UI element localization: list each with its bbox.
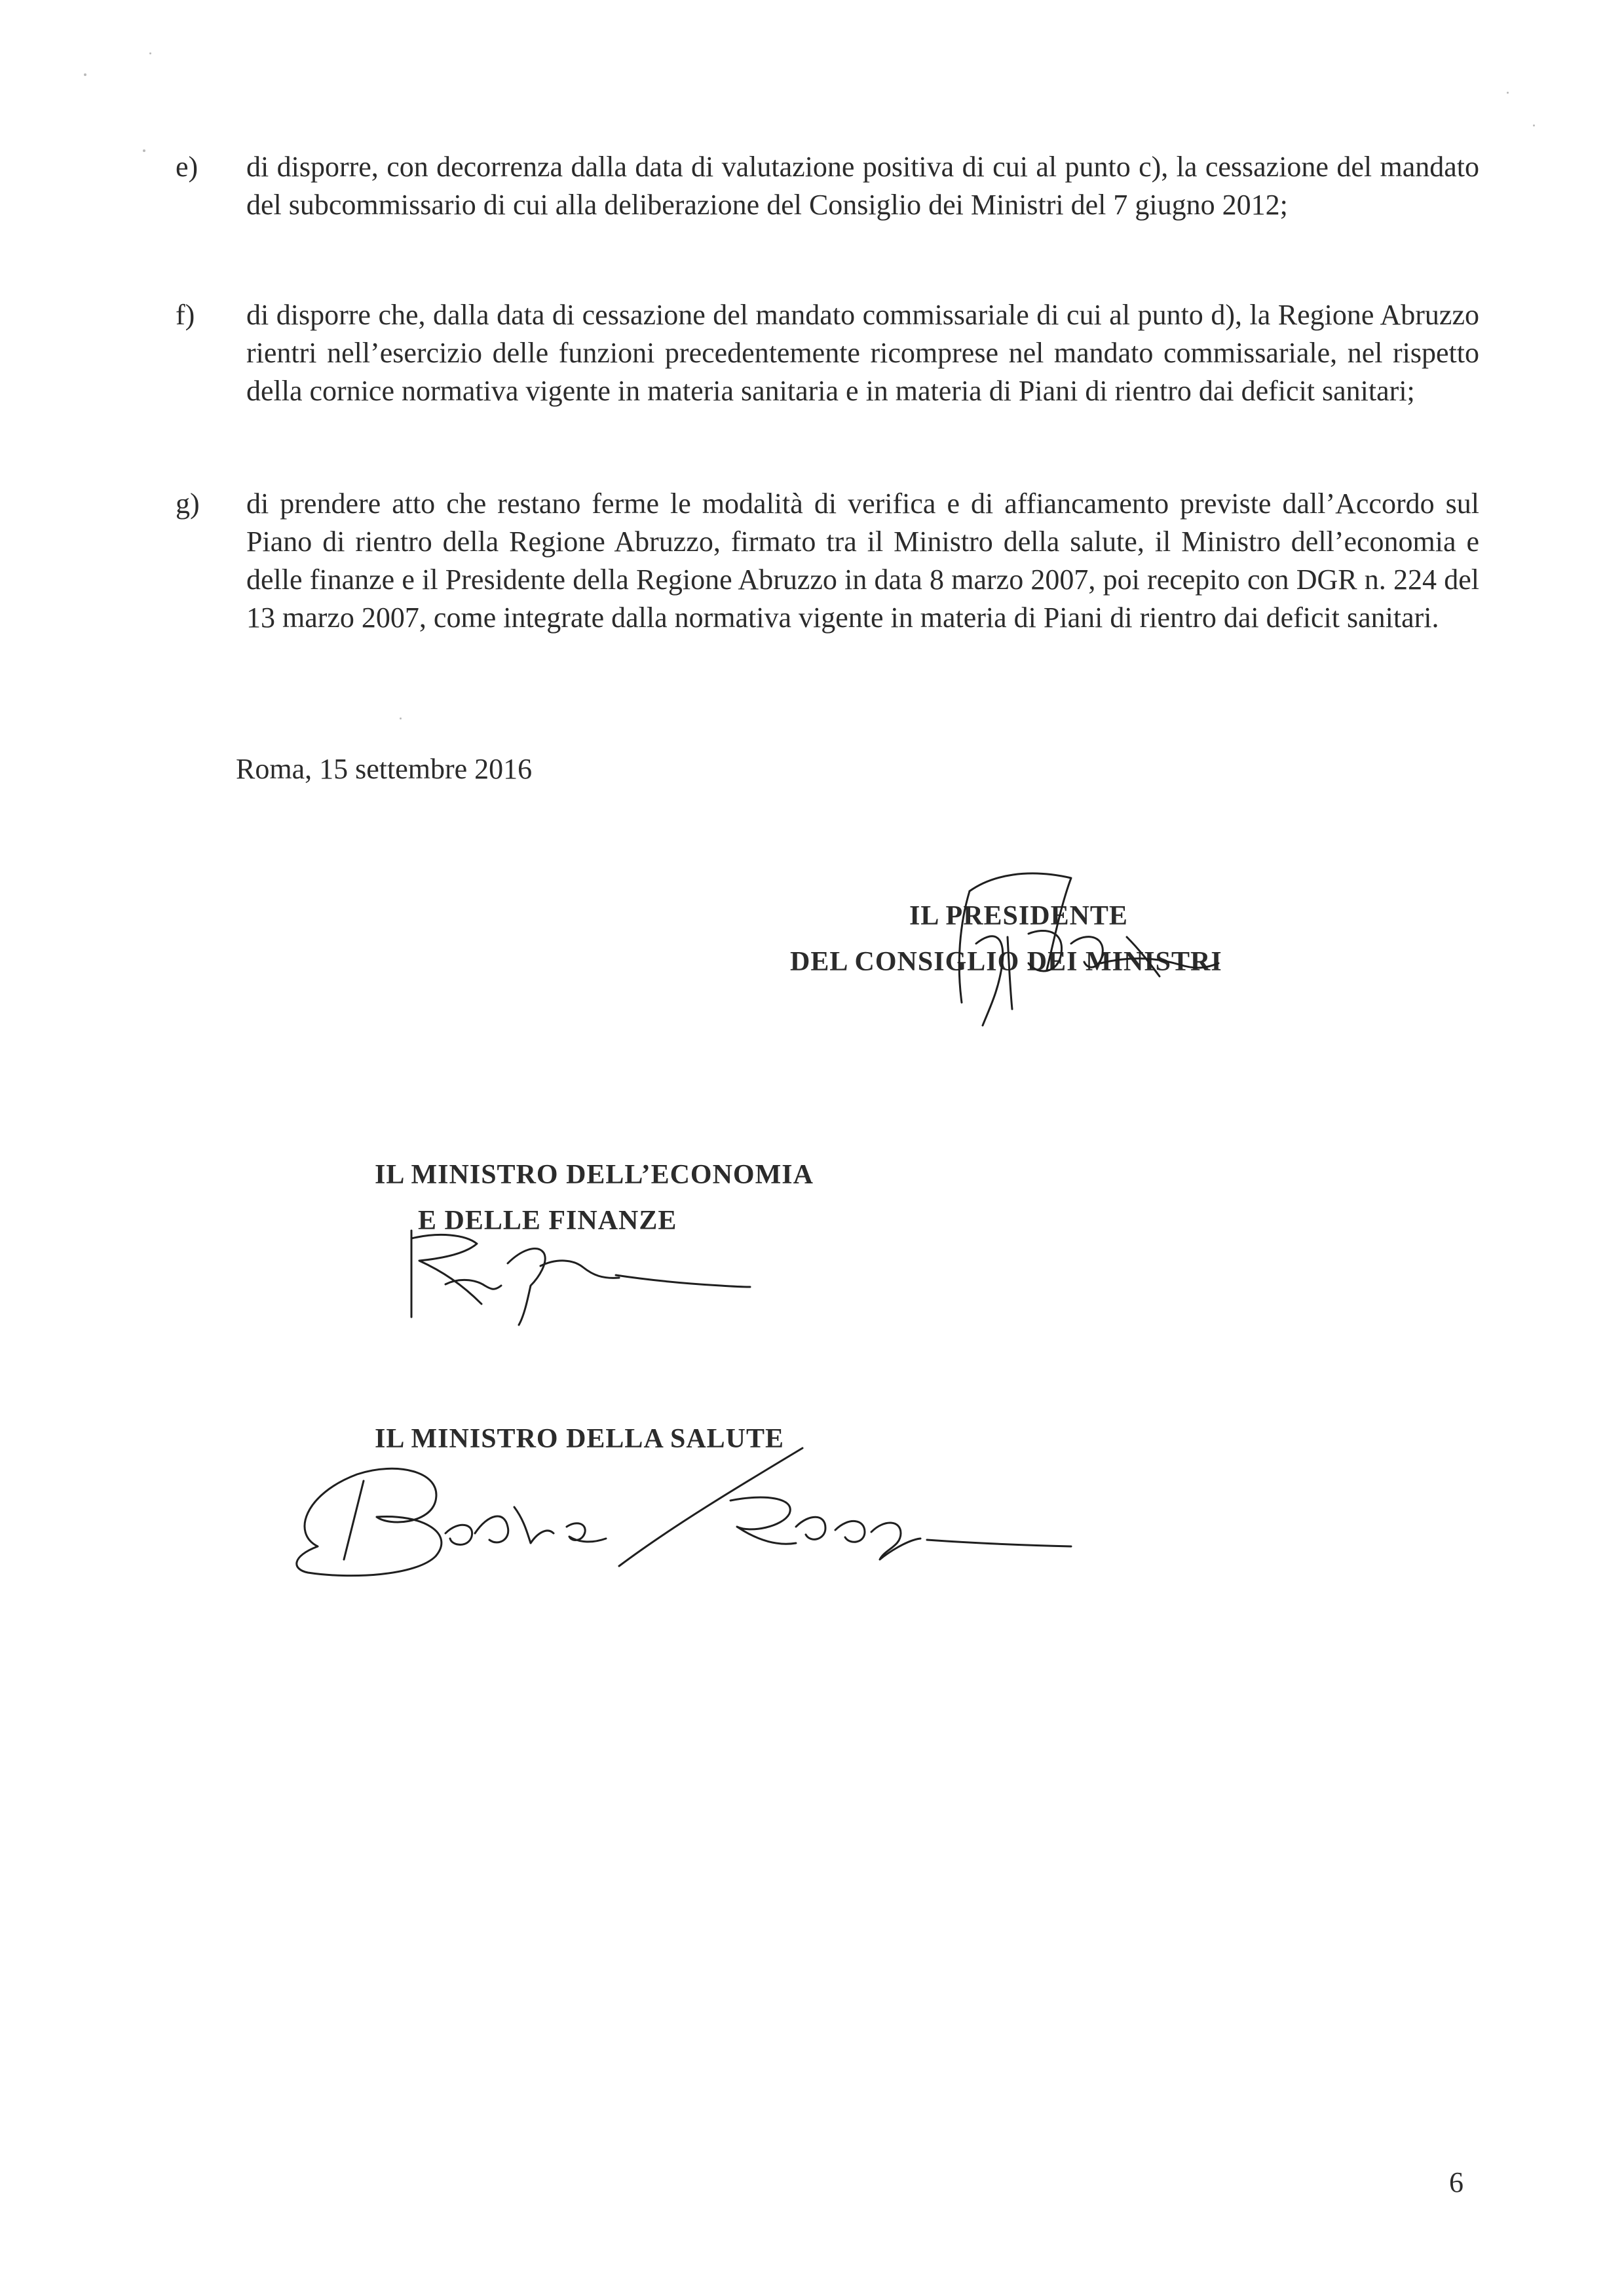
list-item-text: di prendere atto che restano ferme le modalità di verifica e di affiancamento previste dall’Accordo sul Piano di rientro della Regione Abruzzo, firmato tra il Ministro della salute, il Ministro dell’economia e delle finanze e il Presidente della Regione Abruzzo in data 8 marzo 2007, poi recepito con DGR n. 224 del 13 marzo 2007, come integrate dalla normativa vigente in materia di Piani di rientro dai deficit sanitari. [246, 488, 1479, 634]
scan-speck [84, 73, 86, 76]
president-signature [930, 865, 1245, 1035]
scan-speck [400, 718, 402, 719]
list-item-text: di disporre, con decorrenza dalla data di valutazione positiva di cui al punto c), la cessazione del mandato del subcommissario di cui alla deliberazione del Consiglio dei Ministri del 7 giugno 2012; [246, 151, 1479, 221]
president-title-line1: IL PRESIDENTE [909, 901, 1128, 931]
list-item-text: di disporre che, dalla data di cessazione del mandato commissariale di cui al punto d), la Regione Abruzzo rientri nell’esercizio delle funzioni precedentemente ricomprese nel mandato commissariale, nel rispetto della cornice normativa vigente in materia sanitaria e in materia di Piani di rientro dai deficit sanitari; [246, 299, 1479, 407]
list-marker: f) [176, 299, 195, 331]
president-title-line2: DEL CONSIGLIO DEI MINISTRI [790, 947, 1222, 977]
list-marker: e) [176, 151, 198, 183]
economy-minister-title-line1: IL MINISTRO DELL’ECONOMIA [375, 1160, 814, 1190]
page-number: 6 [1449, 2166, 1463, 2198]
economy-minister-title-line2: E DELLE FINANZE [418, 1206, 677, 1236]
scan-speck [143, 149, 145, 152]
list-marker: g) [176, 488, 200, 520]
health-minister-signature [278, 1435, 1110, 1592]
place-and-date: Roma, 15 settembre 2016 [236, 753, 533, 785]
economy-minister-signature [393, 1212, 760, 1330]
scan-speck [1507, 92, 1509, 94]
health-minister-title: IL MINISTRO DELLA SALUTE [375, 1424, 785, 1454]
scan-speck [149, 52, 151, 54]
scan-speck [1533, 124, 1535, 126]
